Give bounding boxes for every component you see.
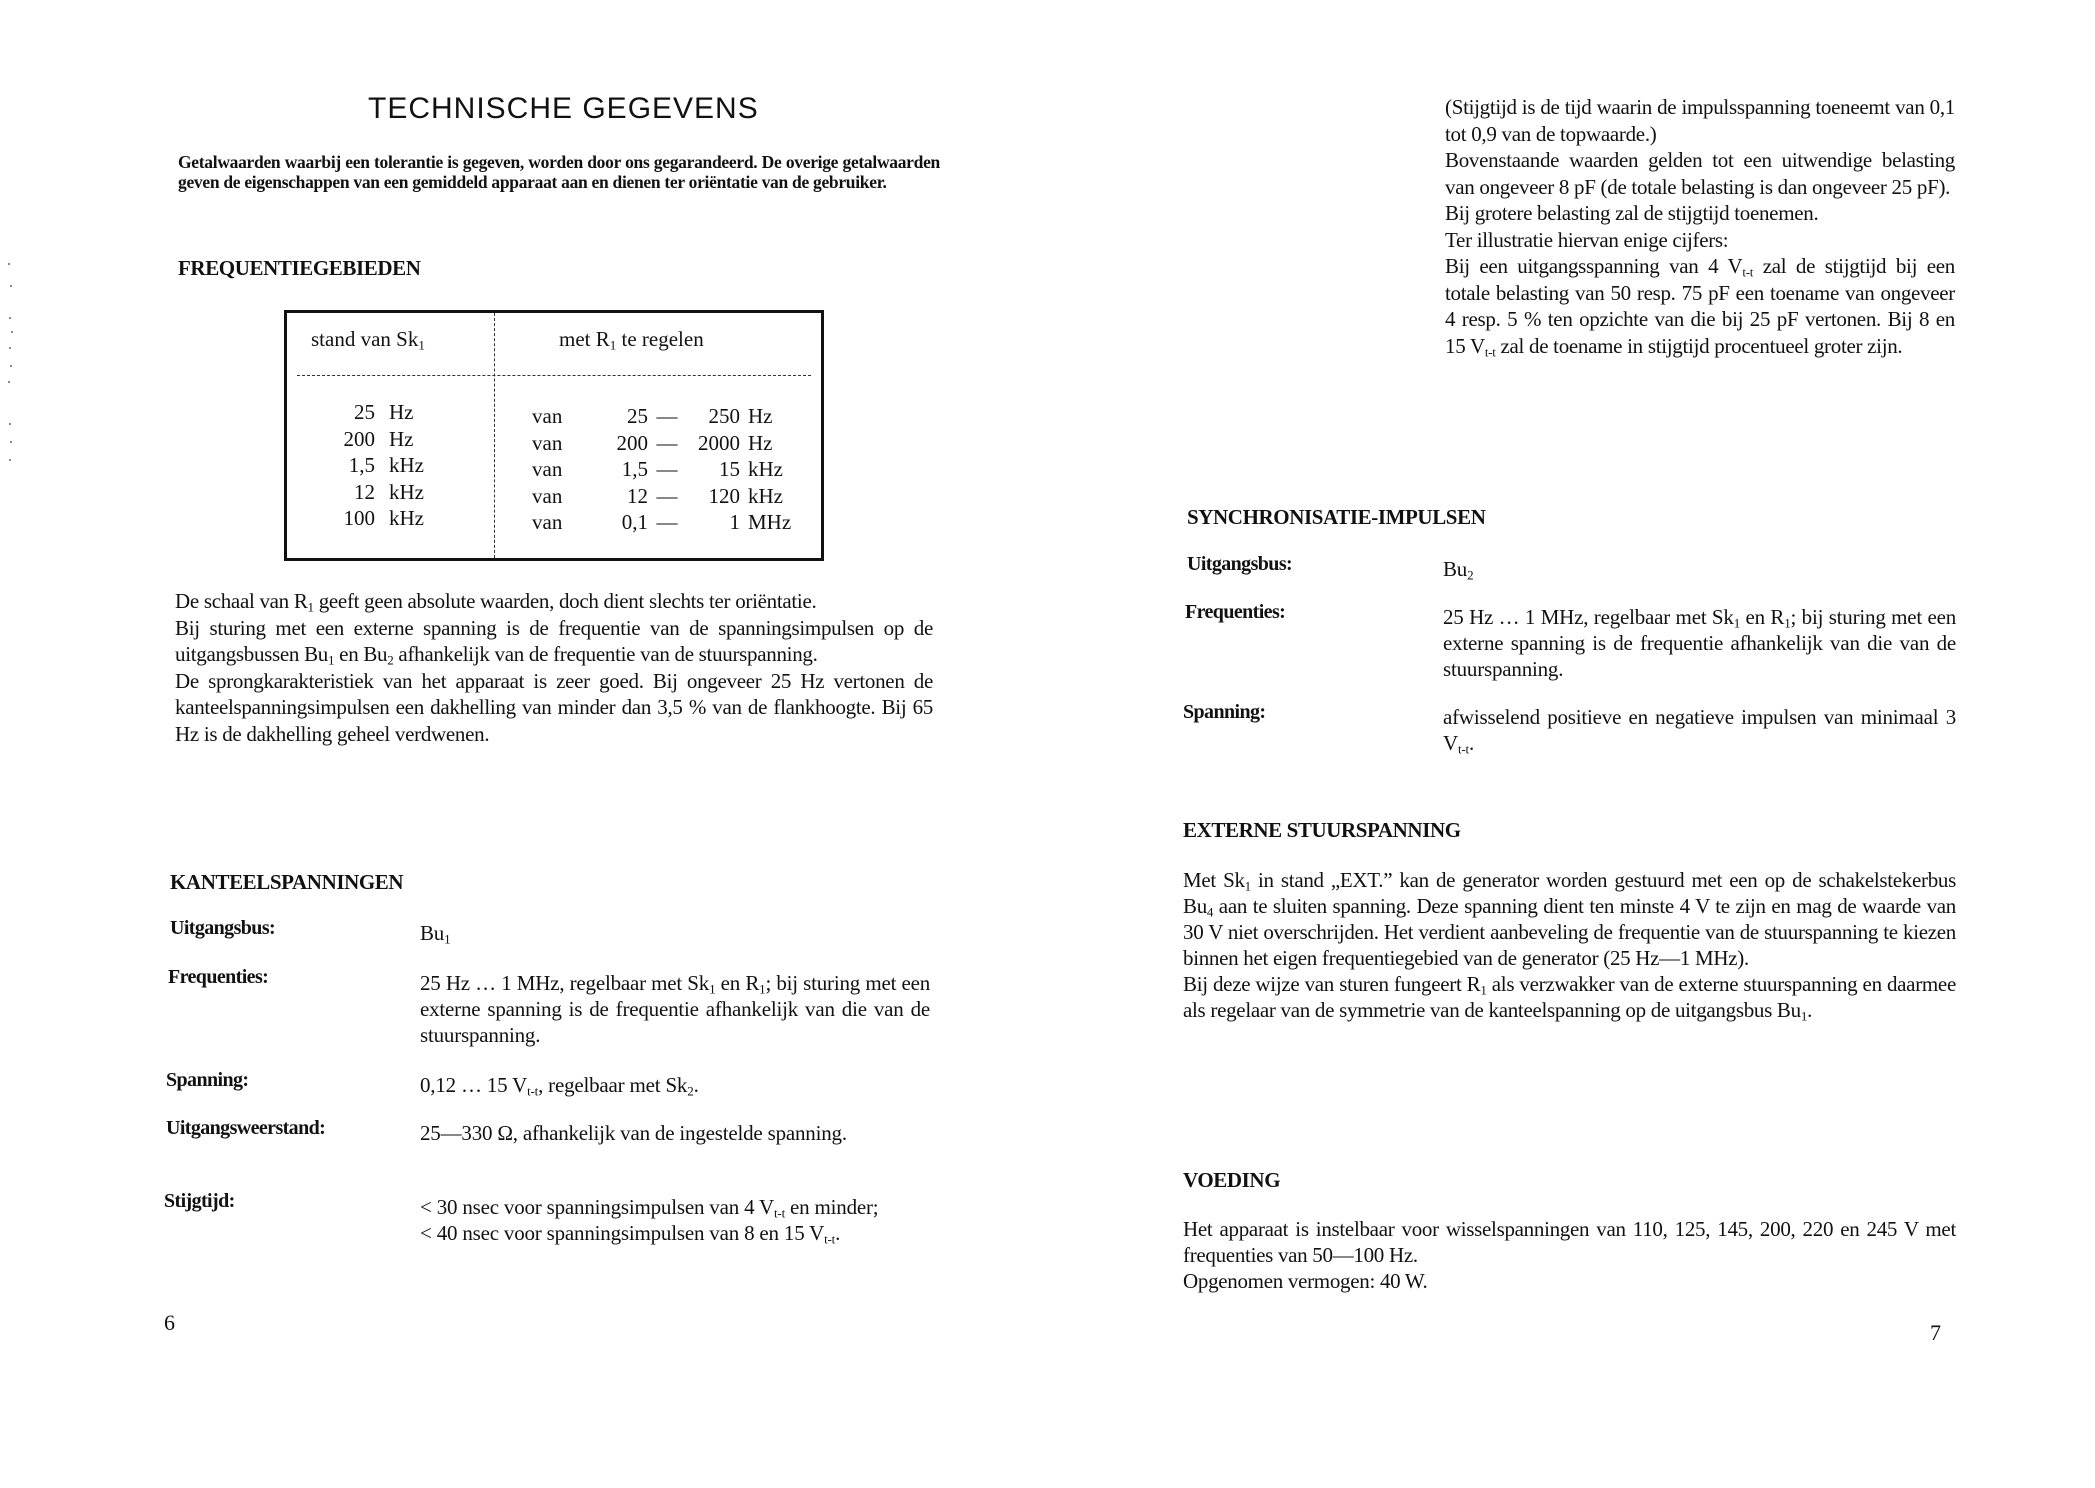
spec-value-frequenties: 25 Hz … 1 MHz, regelbaar met $Sk_1$ en $R_1$; bij sturing met een externe spanning is de frequentie afhankelijk van die van de stuurspanning.: [420, 971, 931, 1047]
page-7: [1047, 0, 2095, 1488]
table-row-stand: 1,5 kHz: [348, 453, 424, 477]
sync-label-uitgangsbus: Uitgangsbus:: [1187, 553, 1293, 575]
note-sprongkarakteristiek: De sprongkarakteristiek van het apparaat is zeer goed. Bij ongeveer 25 Hz vertonen de kanteelspanningsimpulsen een dakhelling van minder dan 3,5 % van de flankhoogte. Bij 65 Hz is de dakhelling geheel verdwenen.: [175, 668, 933, 746]
spec-label-frequenties: Frequenties:: [168, 966, 269, 988]
sync-value-spanning: afwisselend positieve en negatieve impulsen van minimaal 3 $V_{t-t}$.: [1443, 705, 1956, 757]
sync-value-frequenties: 25 Hz … 1 MHz, regelbaar met $Sk_1$ en $R_1$; bij sturing met een externe spanning is de frequentie afhankelijk van die van de stuurspanning.: [1443, 605, 1957, 681]
table-row-range: van 0,1 — 1 MHz: [532, 510, 792, 534]
scan-artifact: [6, 255, 16, 485]
table-row-range: van 200 — 2000 Hz: [532, 430, 773, 455]
table-row-stand: 100 kHz: [343, 506, 424, 530]
intro-paragraph: Getalwaarden waarbij een tolerantie is gegeven, worden door ons gegarandeerd. De overige getalwaarden geven de eigenschappen van een gemiddeld apparaat aan en dienen ter oriëntatie van de gebruiker.: [178, 152, 940, 192]
heading-kanteelspanningen: KANTEELSPANNINGEN: [170, 870, 404, 894]
table-column-divider: [494, 313, 495, 558]
document-title: TECHNISCHE GEGEVENS: [368, 92, 759, 125]
note-schaal: De schaal van $R_1$ geeft geen absolute waarden, doch dient slechts ter oriëntatie.: [175, 589, 817, 615]
table-row-stand: 200 Hz: [343, 426, 414, 451]
table-row-stand: 25 Hz: [354, 400, 414, 424]
table-header-regelen: met $R_1$ te regelen: [559, 327, 704, 353]
table-column-stand: [307, 399, 424, 532]
table-row-range: van 12 — 120 kHz: [532, 483, 783, 508]
table-row-range: van 25 — 250 Hz: [532, 404, 773, 428]
page-number-left: 6: [164, 1310, 175, 1335]
stijgtijd-note: (Stijgtijd is de tijd waarin de impulsspanning toeneemt van 0,1 tot 0,9 van de topwaarde.) Bovenstaande waarden gelden tot een uitwendige belasting van ongeveer 8 pF (de totale belasting is dan ongeveer 25 pF). Bij grotere belasting zal de stijgtijd toenemen. Ter illustratie hiervan enige cijfers: Bij een uitgangsspanning van 4 $V_{t-t}$ zal de stijgtijd bij een totale belasting van 50 resp. 75 pF een toename van ongeveer 4 resp. 5 % ten opzichte van die bij 25 pF vertonen. Bij 8 en 15 $V_{t-t}$ zal de toename in stijgtijd procentueel groter zijn.: [1445, 95, 1955, 360]
frequentie-notes: [175, 588, 933, 747]
table-header-stand: stand van $Sk_1$: [311, 327, 425, 353]
heading-voeding: VOEDING: [1183, 1168, 1281, 1192]
frequency-range-table: [284, 310, 824, 561]
table-row-stand: 12 kHz: [354, 479, 424, 504]
spec-label-spanning: Spanning:: [166, 1069, 249, 1091]
page-number-right: 7: [1930, 1320, 1941, 1345]
heading-externe-stuurspanning: EXTERNE STUURSPANNING: [1183, 818, 1461, 842]
heading-frequentiegebieden: FREQUENTIEGEBIEDEN: [178, 256, 421, 280]
sync-label-spanning: Spanning:: [1183, 701, 1266, 723]
spec-value-uitgangsweerstand: 25—330 Ω, afhankelijk van de ingestelde spanning.: [420, 1121, 847, 1145]
sync-label-frequenties: Frequenties:: [1185, 601, 1286, 623]
table-column-range: [532, 403, 791, 536]
spec-value-uitgangsbus: $Bu_1$: [420, 921, 451, 947]
externe-paragraph: Met $Sk_1$ in stand „EXT.” kan de generator worden gestuurd met een op de schakelstekerbus $Bu_4$ aan te sluiten spanning. Deze spanning dient ten minste 4 V te zijn en mag de waarde van 30 V niet overschrijden. Het verdient aanbeveling de frequentie van de stuurspanning te kiezen binnen het eigen frequentiegebied van de generator (25 Hz—1 MHz). Bij deze wijze van sturen fungeert $R_1$ als verzwakker van de externe stuurspanning en daarmee als regelaar van de symmetrie van de kanteelspanning op de uitgangsbus $Bu_1$.: [1183, 868, 1956, 1024]
spec-label-uitgangsbus: Uitgangsbus:: [170, 917, 276, 939]
page-6: [0, 0, 1047, 1488]
spec-label-stijgtijd: Stijgtijd:: [164, 1190, 235, 1212]
sync-value-uitgangsbus: $Bu_2$: [1443, 557, 1474, 583]
spec-value-spanning: 0,12 … 15 $V_{t-t}$, regelbaar met $Sk_2$.: [420, 1073, 699, 1099]
voeding-paragraph: Het apparaat is instelbaar voor wisselspanningen van 110, 125, 145, 200, 220 en 245 V met frequenties van 50—100 Hz. Opgenomen vermogen: 40 W.: [1183, 1217, 1956, 1293]
spec-value-stijgtijd: < 30 nsec voor spanningsimpulsen van 4 $V_{t-t}$ en minder; < 40 nsec voor spanningsimpulsen van 8 en 15 $V_{t-t}$.: [420, 1195, 879, 1247]
spec-label-uitgangsweerstand: Uitgangsweerstand:: [166, 1117, 326, 1139]
heading-synchronisatie: SYNCHRONISATIE-IMPULSEN: [1187, 505, 1486, 529]
table-header-rule: [297, 375, 811, 376]
table-row-range: van 1,5 — 15 kHz: [532, 457, 783, 481]
note-sturing: Bij sturing met een externe spanning is de frequentie van de spanningsimpulsen op de uitgangsbussen $Bu_1$ en $Bu_2$ afhankelijk van de frequentie van de stuurspanning.: [175, 615, 933, 668]
